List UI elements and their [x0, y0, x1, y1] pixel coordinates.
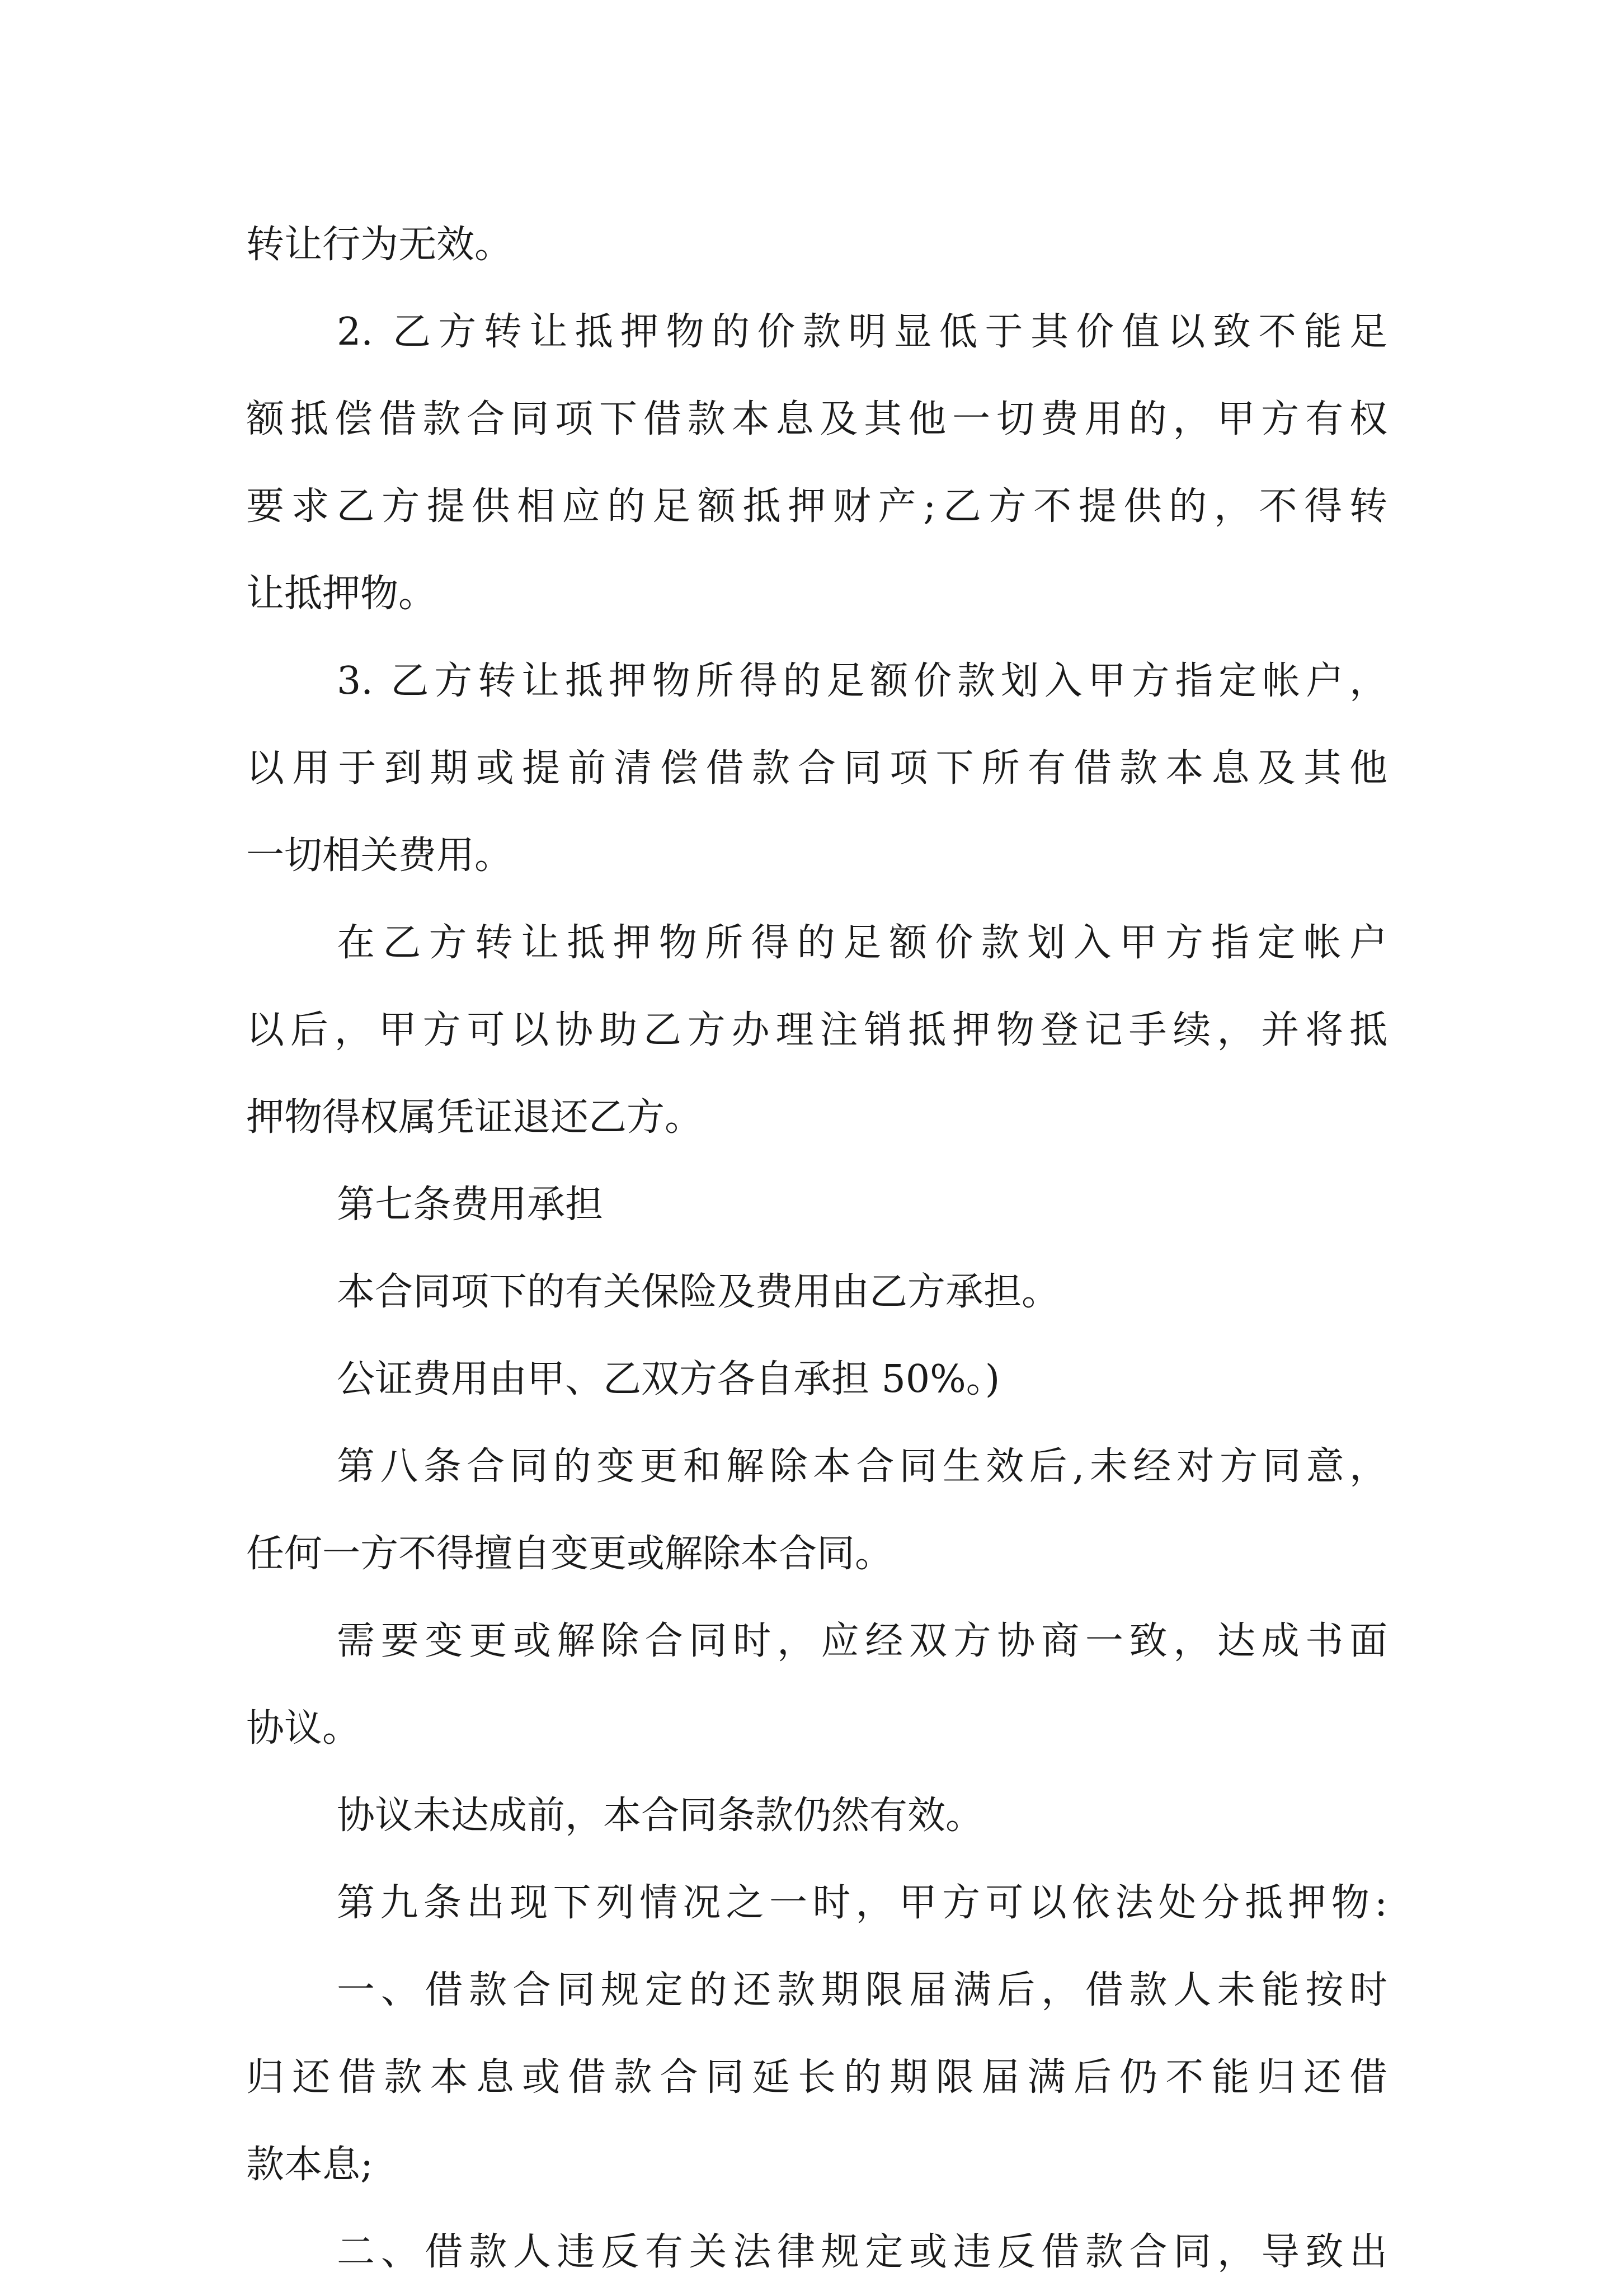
text-line: 在乙方转让抵押物所得的足额价款划入甲方指定帐户 [337, 921, 1387, 965]
text-line: 以后，甲方可以协助乙方办理注销抵押物登记手续，并将抵 [246, 1008, 1387, 1052]
text-line: 协议未达成前，本合同条款仍然有效。 [337, 1794, 984, 1838]
text-line: 一切相关费用。 [246, 834, 513, 878]
text-line: 额抵偿借款合同项下借款本息及其他一切费用的，甲方有权 [246, 397, 1387, 441]
text-line: 转让行为无效。 [246, 223, 513, 267]
text-line: 公证费用由甲、乙双方各自承担 50%。) [337, 1357, 1000, 1401]
section-heading: 第九条出现下列情况之一时，甲方可以依法处分抵押物: [337, 1881, 1387, 1925]
text-line: 需要变更或解除合同时，应经双方协商一致，达成书面 [337, 1619, 1387, 1663]
text-line: 要求乙方提供相应的足额抵押财产;乙方不提供的，不得转 [246, 484, 1387, 529]
text-line: 3. 乙方转让抵押物所得的足额价款划入甲方指定帐户， [337, 659, 1387, 703]
text-line: 一、借款合同规定的还款期限届满后，借款人未能按时 [337, 1968, 1387, 2012]
text-line: 款本息; [246, 2143, 373, 2187]
text-line: 押物得权属凭证退还乙方。 [246, 1095, 703, 1140]
text-line: 以用于到期或提前清偿借款合同项下所有借款本息及其他 [246, 746, 1387, 791]
text-line: 第八条合同的变更和解除本合同生效后,未经对方同意， [337, 1445, 1387, 1489]
text-line: 让抵押物。 [246, 572, 437, 616]
text-line: 本合同项下的有关保险及费用由乙方承担。 [337, 1270, 1060, 1314]
text-line: 归还借款本息或借款合同延长的期限届满后仍不能归还借 [246, 2055, 1387, 2100]
text-line: 2. 乙方转让抵押物的价款明显低于其价值以致不能足 [337, 310, 1387, 354]
section-heading: 第七条费用承担 [337, 1183, 604, 1227]
contract-text [246, 201, 1387, 2296]
text-line: 任何一方不得擅自变更或解除本合同。 [246, 1532, 893, 1576]
text-line: 协议。 [246, 1706, 361, 1751]
text-line: 二、借款人违反有关法律规定或违反借款合同，导致出 [337, 2230, 1387, 2274]
